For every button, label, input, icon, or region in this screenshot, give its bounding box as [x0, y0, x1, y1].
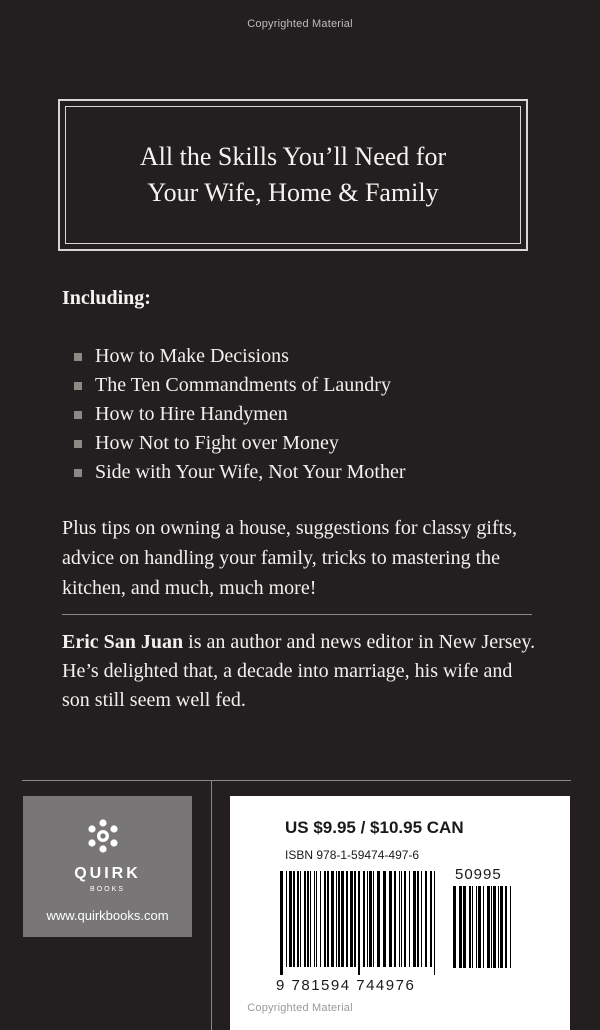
- price-label: US $9.95 / $10.95 CAN: [285, 818, 464, 837]
- list-item: [74, 429, 406, 458]
- including-label: Including:: [62, 287, 151, 309]
- square-bullet-icon: [74, 469, 82, 477]
- headline-inner-frame: [65, 106, 521, 244]
- watermark-bottom: Copyrighted Material: [247, 1002, 353, 1014]
- plus-tips-paragraph: Plus tips on owning a house, suggestions for classy gifts, advice on handling your family, tricks to mastering the kitchen, and much, much more!: [62, 517, 517, 599]
- square-bullet-icon: [74, 440, 82, 448]
- list-item-text: How Not to Fight over Money: [95, 432, 339, 454]
- barcode-digits: 9 781594 744976: [276, 977, 416, 994]
- square-bullet-icon: [74, 353, 82, 361]
- square-bullet-icon: [74, 411, 82, 419]
- list-item: [74, 342, 406, 371]
- isbn-barcode: [280, 871, 440, 975]
- headline-line-2: Your Wife, Home & Family: [147, 178, 439, 207]
- publisher-subtitle: BOOKS: [90, 886, 125, 893]
- publisher-panel: [23, 796, 192, 937]
- feature-list: [74, 342, 406, 487]
- barcode-panel: [230, 796, 570, 1030]
- author-bio-text: is an author and news editor in New Jersey. He’s delighted that, a decade into marriage, his wife and son still seem well fed.: [62, 631, 536, 711]
- footer-divider: [22, 780, 571, 781]
- list-item-text: How to Hire Handymen: [95, 403, 288, 425]
- publisher-url: www.quirkbooks.com: [46, 908, 169, 923]
- list-item-text: Side with Your Wife, Not Your Mother: [95, 461, 406, 483]
- watermark-top: Copyrighted Material: [247, 18, 353, 30]
- add-on-barcode: [453, 886, 513, 976]
- list-item-text: How to Make Decisions: [95, 345, 289, 367]
- list-item: [74, 371, 406, 400]
- headline-line-1: All the Skills You’ll Need for: [139, 142, 447, 171]
- author-name: Eric San Juan: [62, 631, 184, 653]
- square-bullet-icon: [74, 382, 82, 390]
- author-bio: [62, 628, 542, 715]
- footer-vertical-divider: [211, 781, 212, 1030]
- price-add-on-code: 50995: [455, 866, 502, 883]
- list-item: [74, 458, 406, 487]
- divider: [62, 614, 532, 615]
- list-item: [74, 400, 406, 429]
- headline-box: [58, 99, 528, 251]
- publisher-name: QUIRK: [74, 865, 141, 882]
- quirk-logo-icon: [85, 818, 121, 854]
- list-item-text: The Ten Commandments of Laundry: [95, 374, 391, 396]
- isbn-label: ISBN 978-1-59474-497-6: [285, 848, 420, 862]
